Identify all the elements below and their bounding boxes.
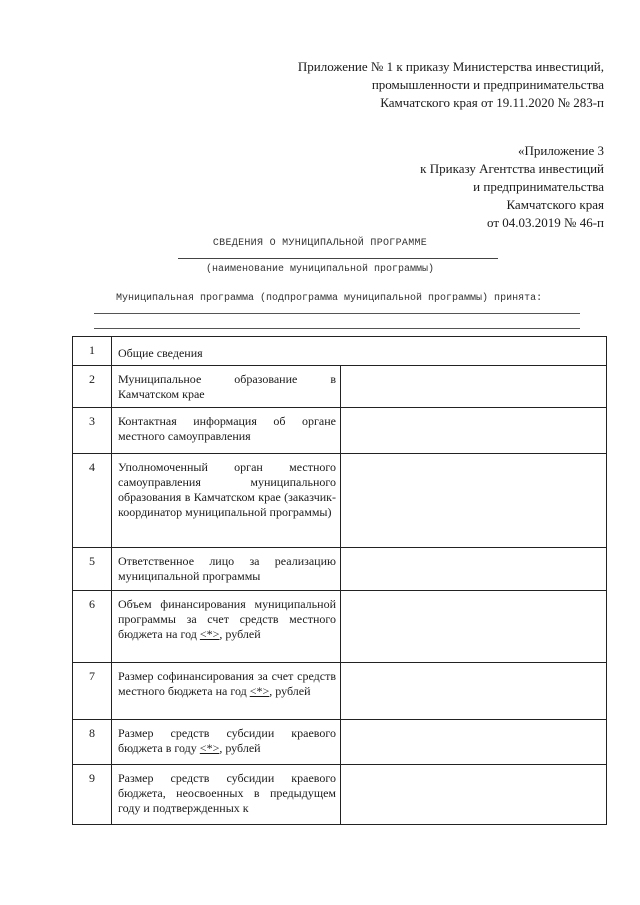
row-label-text: Размер софинансирования за счет средств местного бюджета на год: [118, 669, 336, 698]
row-number: 9: [73, 765, 112, 825]
appendix-header-line: промышленности и предпринимательства: [371, 77, 604, 92]
original-appendix-header: [344, 142, 604, 232]
row-value-cell[interactable]: [341, 765, 607, 825]
original-appendix-line: к Приказу Агентства инвестиций: [420, 161, 604, 176]
row-label: Размер средств субсидии краевого бюджета, неосвоенных в предыдущем году и подтвержденных к: [112, 765, 341, 825]
row-label: [112, 663, 341, 720]
row-value-cell[interactable]: [341, 663, 607, 720]
row-label: [112, 720, 341, 765]
row-label: Ответственное лицо за реализацию муниципальной программы: [112, 548, 341, 591]
appendix-header-line: Приложение № 1 к приказу Министерства инвестиций,: [297, 59, 604, 74]
row-label-text: , рублей: [219, 741, 261, 755]
original-appendix-line: «Приложение 3: [517, 143, 604, 158]
row-label: [112, 591, 341, 663]
row-number: 4: [73, 454, 112, 548]
table-row: [73, 337, 607, 366]
row-label-text: Размер средств субсидии краевого бюджета в году: [118, 726, 336, 755]
footnote-ref-link[interactable]: <*>: [199, 741, 220, 755]
table-row: [73, 454, 607, 548]
adopted-blank-line: [94, 328, 580, 329]
table-row: [73, 408, 607, 454]
row-label: Муниципальное образование в Камчатском крае: [112, 366, 341, 408]
row-label-text: Объем финансирования муниципальной программы за счет средств местного бюджета на год: [118, 597, 336, 641]
table-row: [73, 663, 607, 720]
row-number: 6: [73, 591, 112, 663]
row-value-cell[interactable]: [341, 454, 607, 548]
row-number: 8: [73, 720, 112, 765]
footnote-ref-link[interactable]: <*>: [199, 627, 220, 641]
row-number: 5: [73, 548, 112, 591]
row-number: 7: [73, 663, 112, 720]
row-number: 2: [73, 366, 112, 408]
row-label-text: , рублей: [269, 684, 311, 698]
table-row: [73, 765, 607, 825]
program-info-table: [72, 336, 607, 825]
row-number: 1: [73, 337, 112, 366]
original-appendix-line: от 04.03.2019 № 46-п: [487, 215, 604, 230]
appendix-header-line: Камчатского края от 19.11.2020 № 283-п: [380, 95, 604, 110]
footnote-ref-link[interactable]: <*>: [249, 684, 270, 698]
row-value-cell[interactable]: [341, 366, 607, 408]
table-row: [73, 591, 607, 663]
row-label: Общие сведения: [112, 337, 607, 366]
original-appendix-line: и предпринимательства: [473, 179, 604, 194]
table-row: [73, 548, 607, 591]
original-appendix-line: Камчатского края: [506, 197, 604, 212]
row-label: Уполномоченный орган местного самоуправления муниципального образования в Камчатском крае (заказчик-координатор муниципальной программы): [112, 454, 341, 548]
row-value-cell[interactable]: [341, 591, 607, 663]
row-number: 3: [73, 408, 112, 454]
table-row: [73, 366, 607, 408]
program-name-caption: (наименование муниципальной программы): [205, 264, 435, 275]
row-label: Контактная информация об органе местного самоуправления: [112, 408, 341, 454]
document-title: СВЕДЕНИЯ О МУНИЦИПАЛЬНОЙ ПРОГРАММЕ: [212, 238, 428, 249]
row-value-cell[interactable]: [341, 548, 607, 591]
appendix-header: [274, 58, 604, 112]
row-value-cell[interactable]: [341, 408, 607, 454]
row-value-cell[interactable]: [341, 720, 607, 765]
adopted-blank-line: [94, 313, 580, 314]
program-adopted-line: Муниципальная программа (подпрограмма муниципальной программы) принята:: [116, 293, 543, 304]
table-row: [73, 720, 607, 765]
row-label-text: , рублей: [219, 627, 261, 641]
program-name-blank-line: [178, 258, 498, 259]
